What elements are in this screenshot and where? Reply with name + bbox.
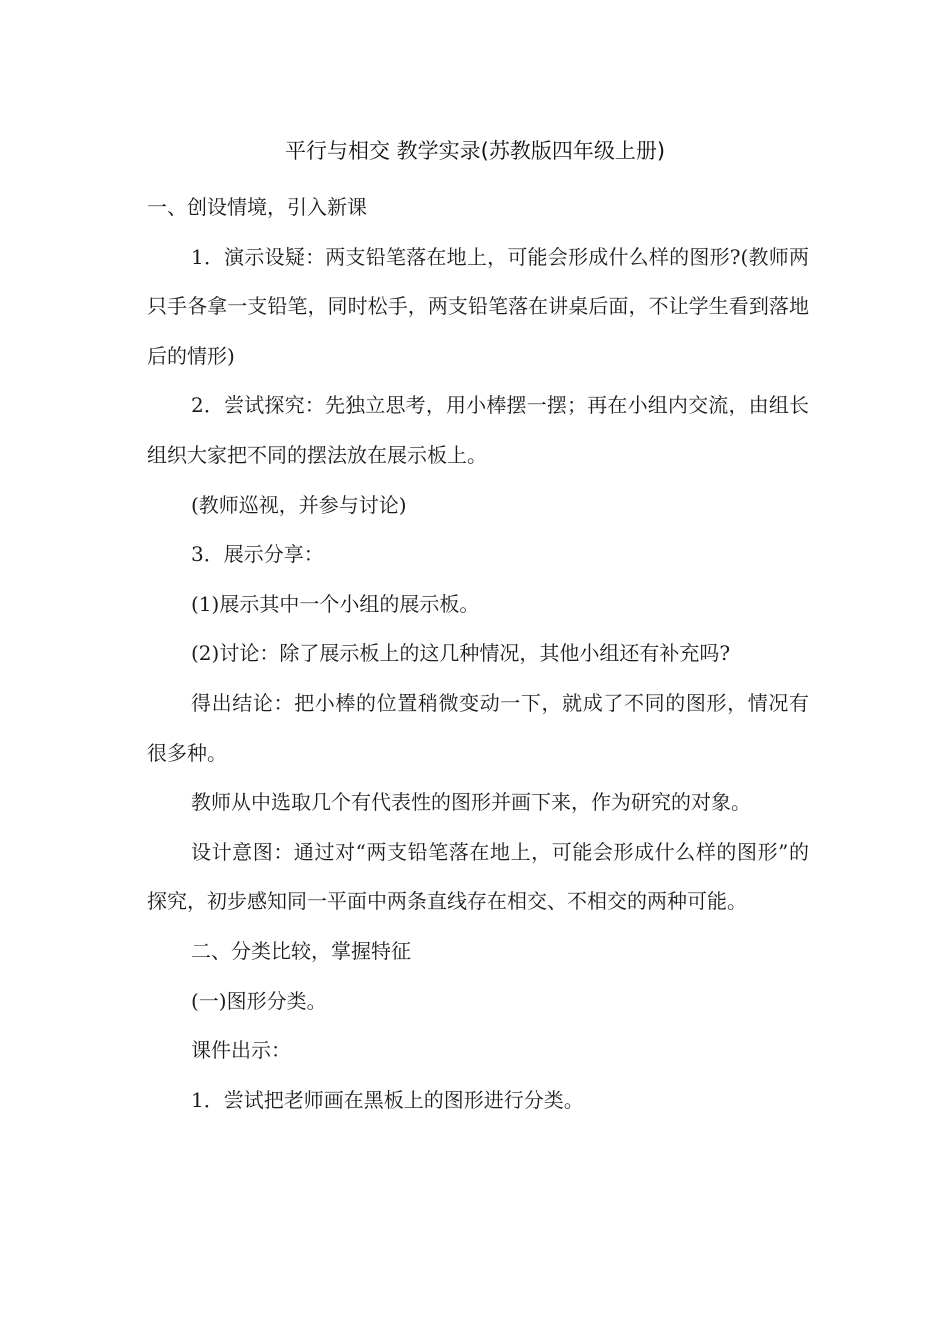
paragraph-conclusion: 得出结论：把小棒的位置稍微变动一下，就成了不同的图形，情况有很多种。 bbox=[147, 690, 809, 765]
paragraph-share-heading: 3．展示分享： bbox=[191, 542, 324, 567]
section-heading-1: 一、创设情境，引入新课 bbox=[147, 195, 367, 219]
paragraph-classify-task: 1．尝试把老师画在黑板上的图形进行分类。 bbox=[191, 1087, 584, 1112]
document-body bbox=[147, 183, 809, 1125]
paragraph-demo-question: 1．演示设疑：两支铅笔落在地上，可能会形成什么样的图形?(教师两只手各拿一支铅笔，同时松手，两支铅笔落在讲桌后面，不让学生看到落地后的情形) bbox=[147, 244, 809, 368]
paragraph-share-item-2: (2)讨论：除了展示板上的这几种情况，其他小组还有补充吗? bbox=[191, 641, 731, 666]
paragraph-teacher-note: (教师巡视，并参与讨论) bbox=[191, 492, 407, 517]
paragraph-design-intent: 设计意图：通过对“两支铅笔落在地上，可能会形成什么样的图形”的探究，初步感知同一平面中两条直线存在相交、不相交的两种可能。 bbox=[147, 839, 809, 914]
paragraph-share-item-1: (1)展示其中一个小组的展示板。 bbox=[191, 591, 480, 616]
subsection-heading: (一)图形分类。 bbox=[191, 988, 327, 1013]
paragraph-courseware: 课件出示： bbox=[191, 1038, 291, 1063]
paragraph-teacher-select: 教师从中选取几个有代表性的图形并画下来，作为研究的对象。 bbox=[191, 790, 751, 815]
section-heading-2: 二、分类比较，掌握特征 bbox=[191, 938, 411, 963]
paragraph-try-explore: 2．尝试探究：先独立思考，用小棒摆一摆；再在小组内交流，由组长组织大家把不同的摆法放在展示板上。 bbox=[147, 393, 809, 467]
document-title: 平行与相交 教学实录(苏教版四年级上册) bbox=[284, 139, 666, 163]
